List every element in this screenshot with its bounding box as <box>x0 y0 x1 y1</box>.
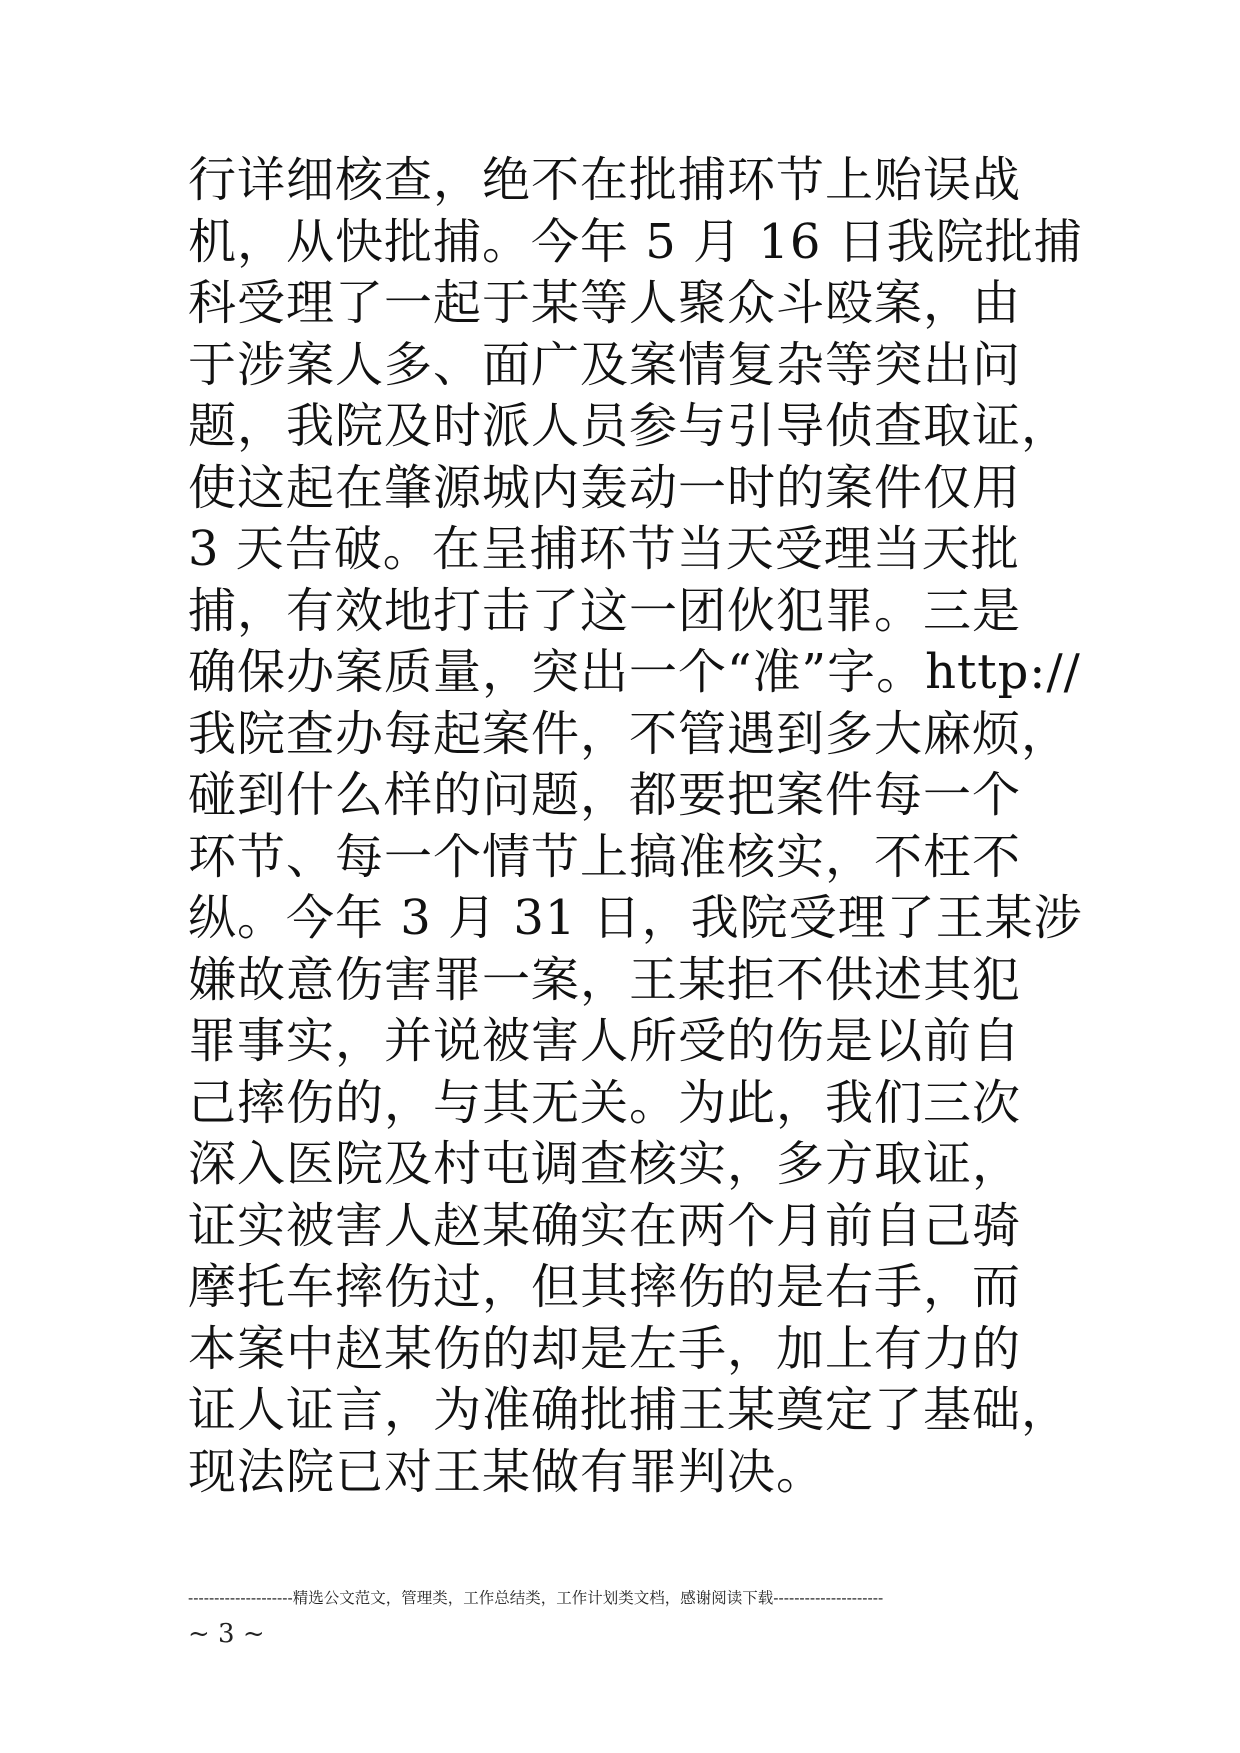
text-line: 我院查办每起案件，不管遇到多大麻烦， <box>188 705 1071 762</box>
text-line: 确保办案质量，突出一个“准”字。http:// <box>188 644 1081 700</box>
page-number: ~ 3 ~ <box>188 1619 265 1649</box>
text-line: 嫌故意伤害罪一案，王某拒不供述其犯 <box>188 951 1022 1008</box>
text-line: 使这起在肇源城内轰动一时的案件仅用 <box>188 459 1022 516</box>
text-line: 证人证言，为准确批捕王某奠定了基础， <box>188 1382 1071 1438</box>
text-line: 己摔伤的，与其无关。为此，我们三次 <box>188 1074 1022 1131</box>
text-line: 于涉案人多、面广及案情复杂等突出问 <box>188 336 1022 393</box>
text-line: 题，我院及时派人员参与引导侦查取证， <box>188 398 1071 454</box>
text-line: 科受理了一起于某等人聚众斗殴案，由 <box>188 275 1022 331</box>
text-line: 3 天告破。在呈捕环节当天受理当天批 <box>188 521 1020 577</box>
text-line: 现法院已对王某做有罪判决。 <box>188 1443 826 1500</box>
text-line: 行详细核查，绝不在批捕环节上贻误战 <box>188 152 1022 208</box>
text-line: 捕，有效地打击了这一团伙犯罪。三是 <box>188 582 1022 639</box>
text-line: 纵。今年 3 月 31 日，我院受理了王某涉 <box>188 890 1083 946</box>
text-line: 深入医院及村屯调查核实，多方取证， <box>188 1136 1022 1192</box>
text-line: 摩托车摔伤过，但其摔伤的是右手，而 <box>188 1259 1022 1315</box>
text-line: 本案中赵某伤的却是左手，加上有力的 <box>188 1320 1022 1377</box>
text-line: 证实被害人赵某确实在两个月前自己骑 <box>188 1197 1022 1254</box>
text-line: 罪事实，并说被害人所受的伤是以前自 <box>188 1013 1022 1069</box>
page-footer: --------------------精选公文范文，管理类，工作总结类，工作计划类文档，感谢阅读下载--------------------- <box>188 1589 884 1607</box>
text-line: 机，从快批捕。今年 5 月 16 日我院批捕 <box>188 213 1083 270</box>
text-line: 环节、每一个情节上搞准核实，不枉不 <box>188 828 1022 885</box>
text-line: 碰到什么样的问题，都要把案件每一个 <box>188 767 1022 823</box>
body-text <box>188 150 1083 1503</box>
